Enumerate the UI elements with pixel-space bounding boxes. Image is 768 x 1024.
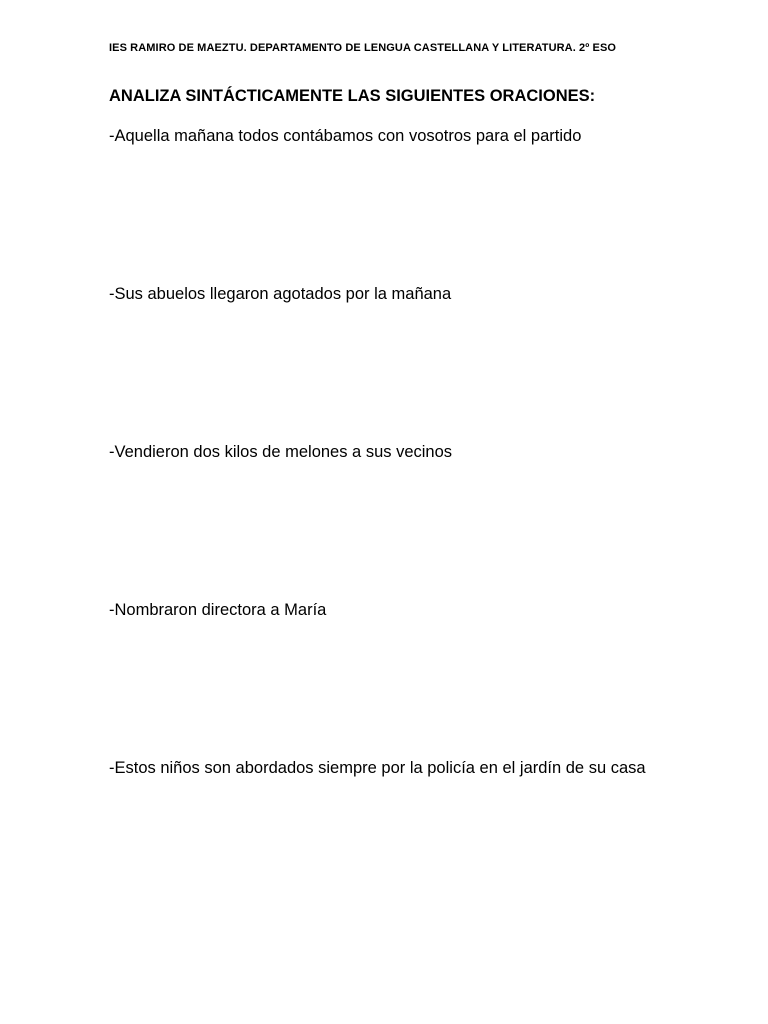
document-header: IES RAMIRO DE MAEZTU. DEPARTAMENTO DE LENGUA CASTELLANA Y LITERATURA. 2º ESO xyxy=(109,42,617,54)
sentence-3: -Vendieron dos kilos de melones a sus vecinos xyxy=(109,443,453,461)
exercise-title: ANALIZA SINTÁCTICAMENTE LAS SIGUIENTES ORACIONES: xyxy=(109,87,596,105)
sentence-2: -Sus abuelos llegaron agotados por la mañana xyxy=(109,285,452,303)
sentence-4: -Nombraron directora a María xyxy=(109,601,327,619)
sentence-5: -Estos niños son abordados siempre por la policía en el jardín de su casa xyxy=(109,759,646,777)
sentence-1: -Aquella mañana todos contábamos con vosotros para el partido xyxy=(109,127,582,145)
